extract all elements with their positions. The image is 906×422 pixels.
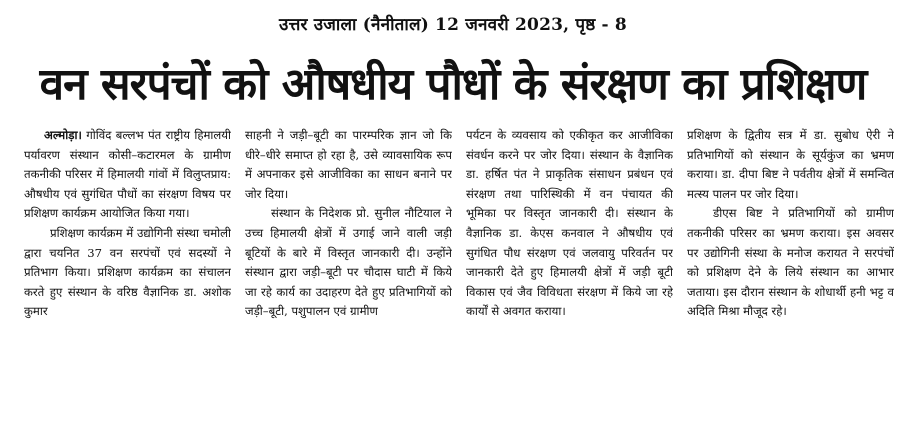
article-body	[24, 126, 894, 416]
article-paragraph: पर्यटन के व्यवसाय को एकीकृत कर आजीविका संवर्धन करने पर जोर दिया। संस्थान के वैज्ञानिक डा. हर्षित पंत ने प्राकृतिक संसाधन प्रबंधन एवं संरक्षण तथा पारिस्थिकी में वन पंचायत की भूमिका पर विस्तृत जानकारी दी। संस्थान के वैज्ञानिक डा. केएस कनवाल ने औषधीय एवं सुगंधित पौध संरक्षण एवं जलवायु परिवर्तन पर जानकारी देते हुए हिमालयी क्षेत्रों में जड़ी बूटी विकास एवं जैव विविधता संरक्षण में किये जा रहे कार्यों से अवगत कराया।	[466, 128, 673, 319]
article-column-3	[466, 126, 673, 416]
article-paragraph: संस्थान के निदेशक प्रो. सुनील नौटियाल ने उच्च हिमालयी क्षेत्रों में उगाई जाने वाली जड़ी बूटियों के बारे में विस्तृत जानकारी दी। उन्होंने संस्थान द्वारा जड़ी–बूटी पर चौदास घाटी में किये जा रहे कार्य का उदाहरण देते हुए प्रतिभागियों को जड़ी–बूटी, पशुपालन एवं ग्रामीण	[245, 206, 452, 319]
article-paragraph: प्रशिक्षण के द्वितीय सत्र में डा. सुबोध ऐरी ने प्रतिभागियों को संस्थान के सूर्यकुंज का भ्रमण कराया। डा. दीपा बिष्ट ने पर्वतीय क्षेत्रों में समन्वित मत्स्य पालन पर जोर दिया।	[687, 128, 894, 201]
paragraph-text: गोविंद बल्लभ पंत राष्ट्रीय हिमालयी पर्यावरण संस्थान कोसी–कटारमल के ग्रामीण तकनीकी परिसर में हिमालयी गांवों में विलुप्तप्राय: औषधीय एवं सुगंधित पौधों का संरक्षण विषय पर प्रशिक्षण कार्यक्रम आयोजित किया गया।	[24, 128, 231, 221]
article-paragraph: साहनी ने जड़ी–बूटी का पारम्परिक ज्ञान जो कि धीरे–धीरे समाप्त हो रहा है, उसे व्यावसायिक रूप में अपनाकर इसे आजीविका का साधन बनाने पर जोर दिया।	[245, 128, 452, 201]
article-paragraph: प्रशिक्षण कार्यक्रम में उद्योगिनी संस्था चमोली द्वारा चयनित 37 वन सरपंचों एवं सदस्यों ने प्रतिभाग किया। प्रशिक्षण कार्यक्रम का संचालन करते हुए संस्थान के वरिष्ठ वैज्ञानिक डा. अशोक कुमार	[24, 225, 231, 319]
article-column-4	[687, 126, 894, 416]
place-tag: अल्मोड़ा।	[44, 128, 82, 142]
article-column-1	[24, 126, 231, 416]
article-paragraph: डीएस बिष्ट ने प्रतिभागियों को ग्रामीण तकनीकी परिसर का भ्रमण कराया। इस अवसर पर उद्योगिनी संस्था के मनोज करायत ने सरपंचों को प्रशिक्षण देने के लिये संस्थान का आभार जताया। इस दौरान संस्थान के शोधार्थी हनी भट्ट व अदिति मिश्रा मौजूद रहे।	[687, 206, 894, 319]
article-paragraph	[24, 126, 231, 224]
article-column-2	[245, 126, 452, 416]
headline: वन सरपंचों को औषधीय पौधों के संरक्षण का प्रशिक्षण	[39, 59, 867, 110]
dateline: उत्तर उजाला (नैनीताल) 12 जनवरी 2023, पृष्ठ - 8	[279, 15, 627, 35]
